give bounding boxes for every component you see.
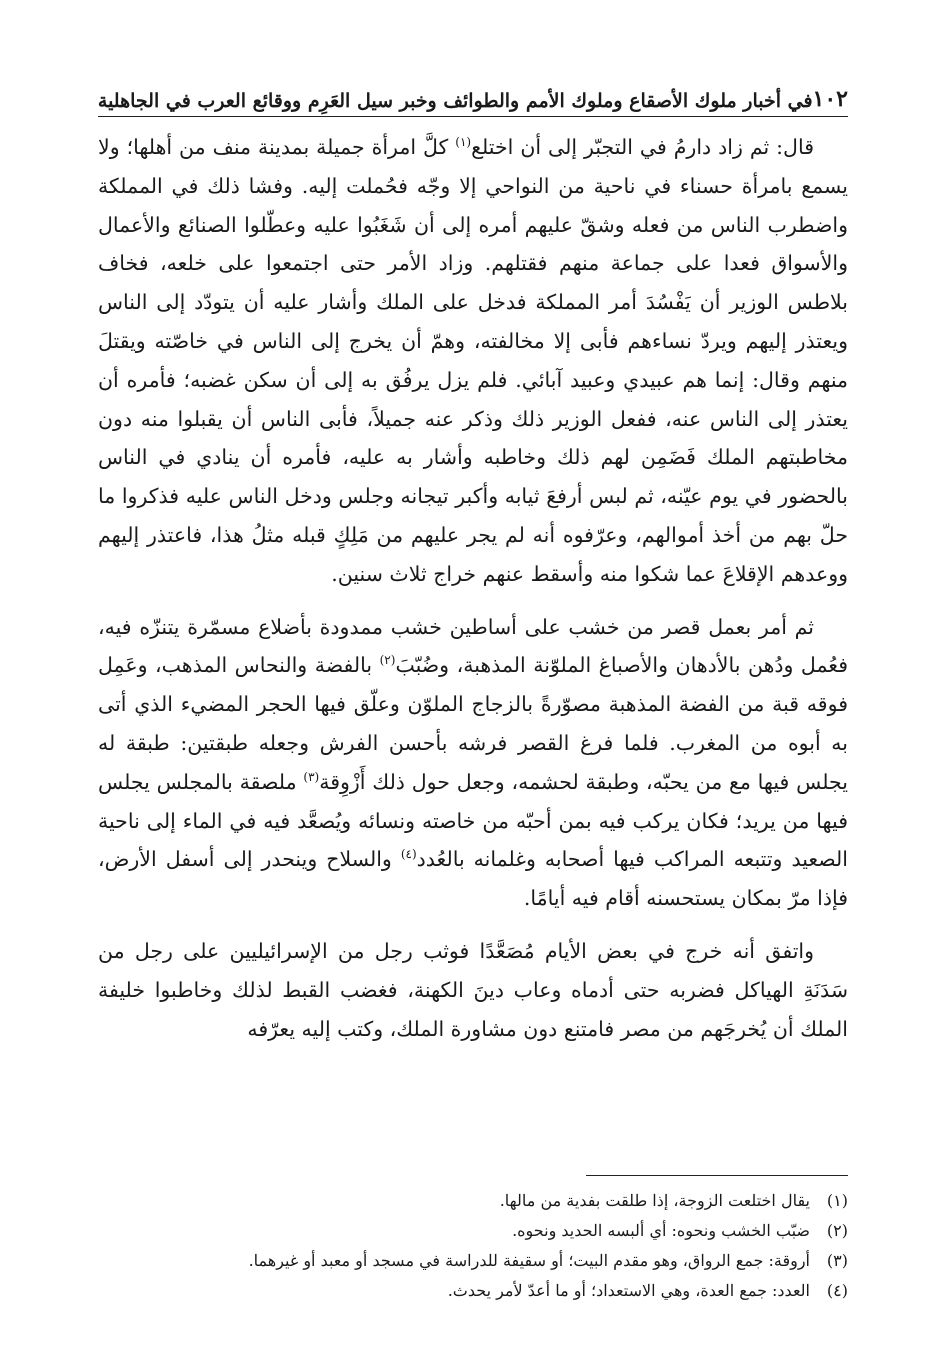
text-segment: والسلاح وينحدر إلى أسفل الأرض، فإذا مرّ بمكان يستحسنه أقام فيه أيامًا. bbox=[98, 847, 848, 911]
text-segment: ثم أمر بعمل قصر من خشب على أساطين خشب ممدودة بأضلاع مسمّرة يتنزّه فيه، فعُمل ودُهن بالأدهان والأصباغ الملوّنة المذهبة، وضُبّبَ bbox=[98, 614, 848, 678]
paragraph bbox=[98, 608, 848, 918]
page-number: ١٠٢ bbox=[812, 86, 848, 112]
paragraph bbox=[98, 128, 848, 594]
paragraph bbox=[98, 932, 848, 1048]
body-text bbox=[98, 128, 848, 1048]
text-segment: واتفق أنه خرج في بعض الأيام مُصَعَّدًا فوثب رجل من الإسرائيليين على رجل من سَدَنَةِ الهياكل فضربه حتى أدماه وعاب دينَ الكهنة، فغضب القبط لذلك وخاطبوا خليفة الملك أن يُخرجَهم من مصر فامتنع دون مشاورة الملك، وكتب إليه يعرّفه bbox=[98, 938, 848, 1041]
footnote-number: (٣) bbox=[826, 1251, 848, 1270]
text-segment: بالفضة والنحاس المذهب، وعَمِل فوقه قبة من الفضة المذهبة مصوّرةً بالزجاج الملوّن وعلّق فيها الحجر المضيء الذي أتى به أبوه من المغرب. فلما فرغ القصر فرشه بأحسن الفرش وجعله طبقتين: طبقة له يجلس فيها مع من يحبّه، وطبقة لحشمه، وجعل حول ذلك أَزْوِقة bbox=[98, 653, 848, 794]
header-title: في أخبار ملوك الأصقاع وملوك الأمم والطوائف وخبر سيل العَرِم ووقائع العرب في الجاهلية bbox=[97, 90, 813, 112]
footnote-ref-2: (٢) bbox=[379, 653, 396, 668]
footnote-text: يقال اختلعت الزوجة، إذا طلقت بفدية من مالها. bbox=[499, 1191, 810, 1210]
footnote-text: العدد: جمع العدة، وهي الاستعداد؛ أو ما أعدّ لأمر يحدث. bbox=[447, 1281, 810, 1300]
footnote-3 bbox=[98, 1246, 848, 1276]
footnote-4 bbox=[98, 1276, 848, 1306]
footnote-1 bbox=[98, 1186, 848, 1216]
footnote-text: ضبّب الخشب ونحوه: أي ألبسه الحديد ونحوه. bbox=[512, 1221, 810, 1240]
text-segment: قال: ثم زاد دارمُ في التجبّر إلى أن اختلع bbox=[471, 135, 814, 159]
footnote-number: (٤) bbox=[826, 1281, 848, 1300]
footnotes bbox=[98, 1186, 848, 1306]
footnote-ref-3: (٣) bbox=[303, 769, 320, 784]
footnote-2 bbox=[98, 1216, 848, 1246]
footnote-number: (١) bbox=[826, 1191, 848, 1210]
text-segment: كلَّ امرأة جميلة بمدينة منف من أهلها؛ ولا يسمع بامرأة حسناء في ناحية من النواحي إلا وجّه فحُملت إليه. وفشا ذلك في المملكة واضطرب الناس من فعله وشقّ عليهم أمره إلى أن شَغَبُوا عليه وعطّلوا الصنائع والأعمال والأسواق فعدا على جماعة منهم فقتلهم. وزاد الأمر حتى اجتمعوا على خلعه، فخاف بلاطس الوزير أن يَفْسُدَ أمر المملكة فدخل على الملك وأشار عليه أن يتودّد إلى الناس ويعتذر إليهم ويردّ نساءهم فأبى إلا مخالفته، وهمّ أن يخرج إلى الناس في خاصّته ويقتلَ منهم وقال: إنما هم عبيدي وعبيد آبائي. فلم يزل يرفُق به إلى أن سكن غضبه؛ فأمره أن يعتذر إلى الناس عنه، ففعل الوزير ذلك وذكر عنه جميلاً، فأبى الناس أن يقبلوا منه دون مخاطبتهم الملك فَضَمِن لهم ذلك وخاطبه وأشار به عليه، فأمره أن ينادي في الناس بالحضور في يوم عيّنه، ثم لبس أرفعَ ثيابه وأكبر تيجانه وجلس ودخل الناس عليه فذكروا ما حلّ بهم من أخذ أموالهم، وعرّفوه أنه لم يجر عليهم من مَلِكٍ قبله مثلُ هذا، فاعتذر إليهم ووعدهم الإقلاعَ عما شكوا منه وأسقط عنهم خراج ثلاث سنين. bbox=[98, 135, 848, 586]
footnote-text: أروقة: جمع الرواق، وهو مقدم البيت؛ أو سقيفة للدراسة في مسجد أو معبد أو غيرهما. bbox=[248, 1251, 810, 1270]
footnote-number: (٢) bbox=[826, 1221, 848, 1240]
running-header bbox=[98, 78, 848, 117]
footnote-divider bbox=[586, 1175, 848, 1176]
text-segment: ملصقة بالمجلس يجلس فيها من يريد؛ فكان يركب فيه بمن أحبّه من خاصته ونسائه ويُصعَّد فيه في الماء إلى ناحية الصعيد وتتبعه المراكب فيها أصحابه وغلمانه بالعُدد bbox=[98, 769, 848, 872]
footnote-ref-4: (٤) bbox=[400, 847, 417, 862]
footnote-ref-1: (١) bbox=[455, 135, 472, 150]
